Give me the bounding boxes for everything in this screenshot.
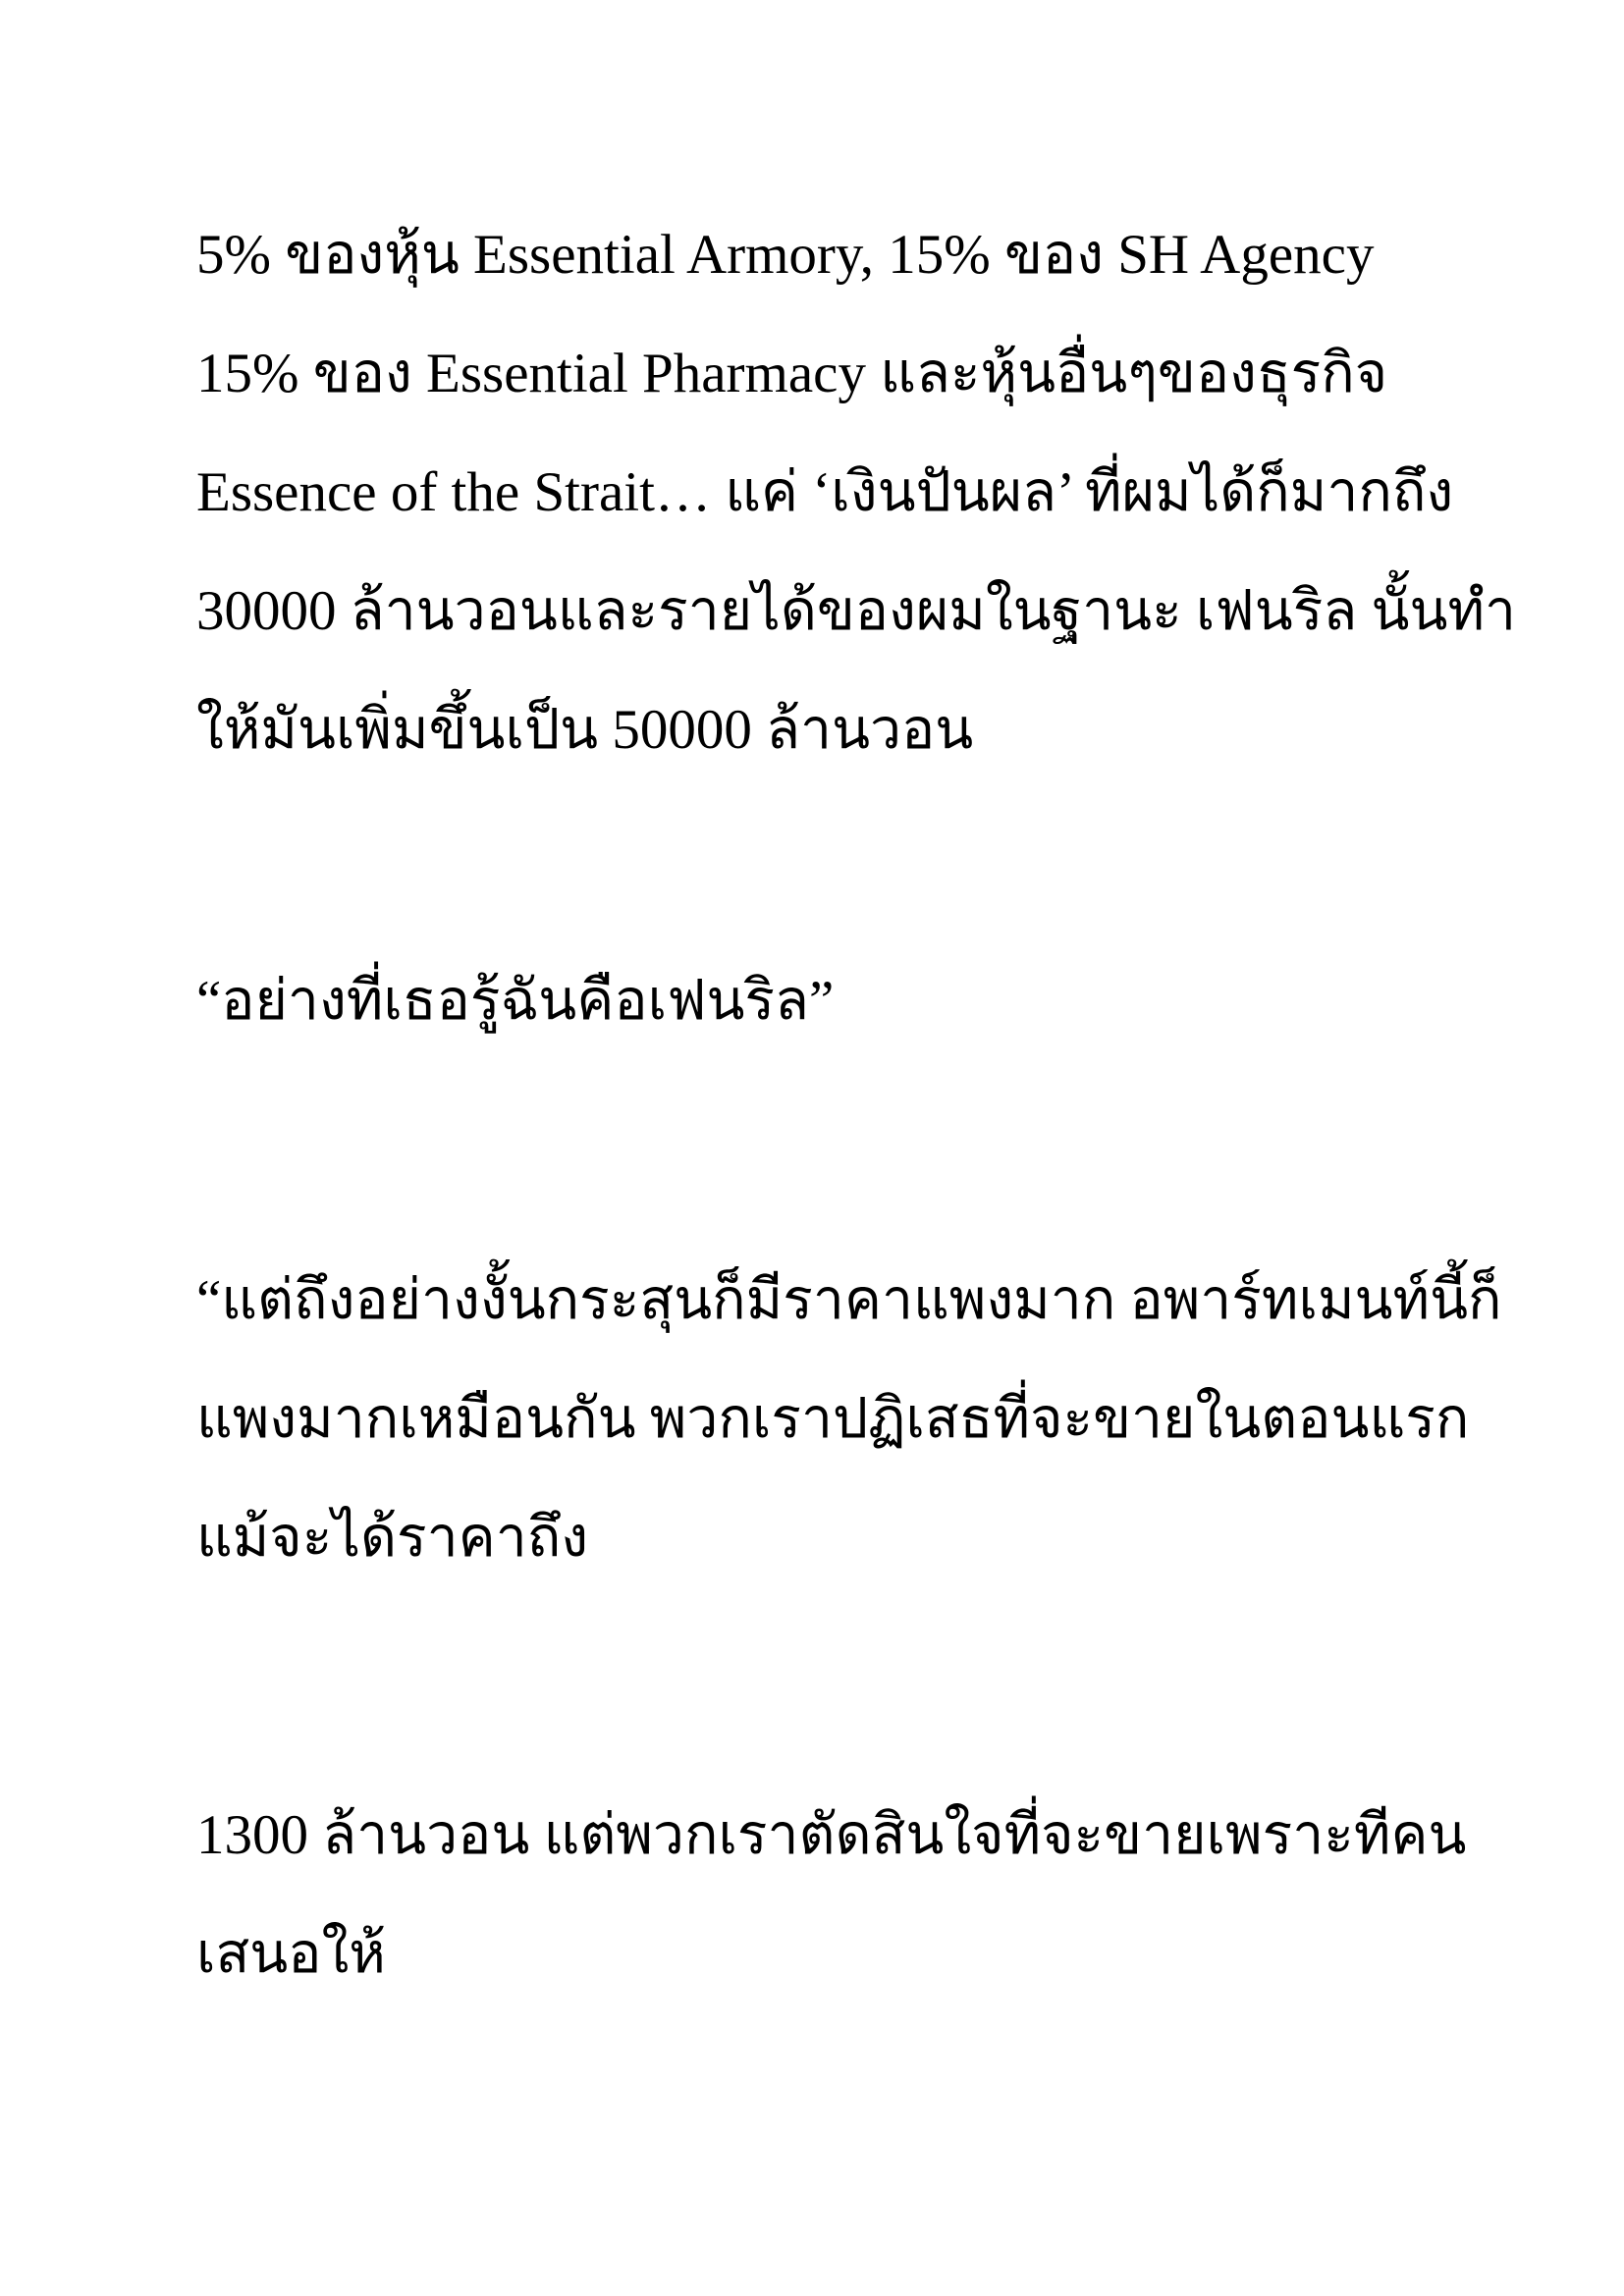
text-line: “แต่ถึงอย่างงั้นกระสุนก็มีราคาแพงมาก อพาร์ทเมนท์นี้ก็ [196,1269,1502,1331]
text-line: แม้จะได้ราคาถึง [196,1507,589,1569]
text-line: 15% ของ Essential Pharmacy และหุ้นอื่นๆของธุรกิจ [196,343,1388,404]
text-line: ให้มันเพิ่มขึ้นเป็น 50000 ล้านวอน [196,699,974,761]
text-line: 5% ของหุ้น Essential Armory, 15% ของ SH Agency [196,224,1375,286]
text-line: Essence of the Strait… แค่ ‘เงินปันผล’ ที่ผมได้ก็มากถึง [196,461,1454,523]
text-line: เสนอให้ [196,1923,386,1985]
text-line: แพงมากเหมือนกัน พวกเราปฏิเสธที่จะขายในตอนแรก [196,1388,1470,1450]
text-line: 30000 ล้านวอนและรายได้ของผมในฐานะ เฟนริล นั้นทำ [196,580,1517,642]
text-line: 1300 ล้านวอน แต่พวกเราตัดสินใจที่จะขายเพราะทีคน [196,1804,1467,1866]
text-line: “อย่างที่เธอรู้ฉันคือเฟนริล” [196,970,835,1032]
